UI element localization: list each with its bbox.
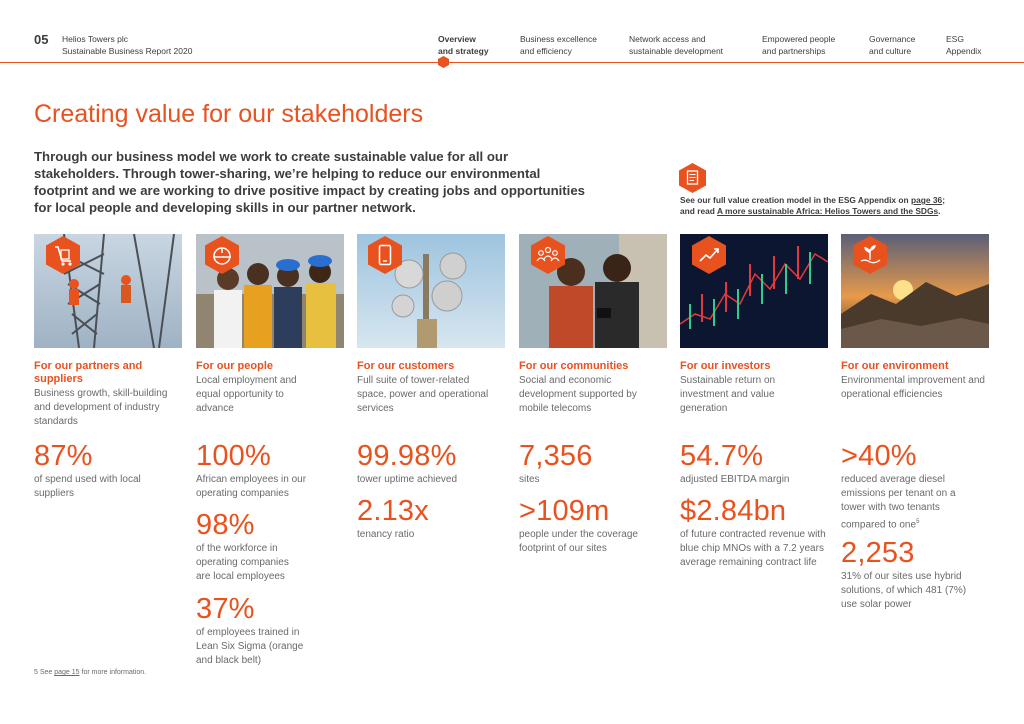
column-partners-suppliers bbox=[34, 360, 184, 429]
intro-paragraph: Through our business model we work to create sustainable value for all our stakeholders. Through tower-sharing, we’re helping to reduce our environmental footprint and we are working to drive positive impact by creating jobs and opportunities for local people and developing skills in our partner network. bbox=[34, 149, 586, 215]
page-15-link[interactable]: page 15 bbox=[54, 669, 80, 676]
stat-label: 31% of our sites use hybrid solutions, of which 481 (7%) use solar power bbox=[841, 571, 967, 610]
stat-value: 7,356 bbox=[519, 440, 593, 472]
column-description: Social and economic development supported by mobile telecoms bbox=[519, 375, 637, 414]
column-heading: For our environment bbox=[841, 360, 949, 372]
stat-value: >109m bbox=[519, 495, 610, 527]
page-header bbox=[0, 0, 1024, 62]
document-icon bbox=[679, 163, 706, 193]
company-name: Helios Towers plc bbox=[62, 34, 128, 44]
stat-value: $2.84bn bbox=[680, 495, 787, 527]
column-description: Sustainable return on investment and value generation bbox=[680, 375, 776, 414]
stat-label: tower uptime achieved bbox=[357, 474, 458, 485]
stat-value: 100% bbox=[196, 440, 271, 472]
stat-label: African employees in our operating companies bbox=[196, 474, 307, 499]
page-36-link[interactable]: page 36 bbox=[910, 195, 943, 205]
column-people bbox=[196, 360, 346, 416]
stat-label: of spend used with local suppliers bbox=[34, 474, 141, 499]
stat-value: 37% bbox=[196, 593, 255, 625]
column-customers bbox=[357, 360, 507, 416]
stat-value: 99.98% bbox=[357, 440, 457, 472]
stat-value: 54.7% bbox=[680, 440, 764, 472]
sdgs-report-link[interactable]: A more sustainable Africa: Helios Towers and the SDGs bbox=[716, 206, 939, 216]
stat-value: 2,253 bbox=[841, 537, 915, 569]
nav-governance-culture[interactable]: Governance and culture bbox=[869, 34, 916, 56]
stat-value: 87% bbox=[34, 440, 93, 472]
column-environment bbox=[841, 360, 991, 402]
footnote: 5 See page 15 for more information. bbox=[34, 669, 147, 676]
column-description: Local employment and equal opportunity to advance bbox=[196, 375, 297, 414]
stat-label: reduced average diesel emissions per tenant on a tower with two tenants compared to one$^5$ bbox=[841, 474, 956, 531]
stat-label: of future contracted revenue with blue chip MNOs with a 7.2 years average remaining contract life bbox=[680, 529, 826, 568]
stat-label: adjusted EBITDA margin bbox=[680, 474, 790, 485]
hard-hat-icon bbox=[205, 236, 239, 274]
nav-overview-strategy[interactable]: Overview and strategy bbox=[438, 34, 489, 56]
stat-value: 2.13x bbox=[357, 495, 429, 527]
nav-network-access[interactable]: Network access and sustainable development bbox=[629, 34, 724, 56]
page-title: Creating value for our stakeholders bbox=[34, 100, 424, 128]
column-description: Business growth, skill-building and development of industry standards bbox=[34, 388, 168, 427]
stat-label: sites bbox=[519, 474, 540, 485]
column-heading: For our communities bbox=[519, 360, 629, 372]
company-info bbox=[62, 33, 192, 57]
nav-business-excellence[interactable]: Business excellence and efficiency bbox=[520, 34, 598, 56]
column-investors bbox=[680, 360, 830, 416]
active-section-hexagon-icon bbox=[438, 56, 449, 68]
nav-empowered-people[interactable]: Empowered people and partnerships bbox=[762, 34, 836, 56]
stat-label: of employees trained in Lean Six Sigma (orange and black belt) bbox=[196, 627, 304, 666]
footnote-ref: 5 bbox=[916, 519, 920, 525]
nav-esg-appendix[interactable]: ESG Appendix bbox=[946, 34, 982, 56]
trolley-icon bbox=[46, 236, 80, 274]
column-heading: For our people bbox=[196, 360, 273, 372]
stat-value: >40% bbox=[841, 440, 917, 472]
column-heading: For our customers bbox=[357, 360, 455, 372]
community-icon bbox=[531, 236, 565, 274]
see-full-model-note: See our full value creation model in the ESG Appendix on page 36; and read A more sustainable Africa: Helios Towers and the SDGs. bbox=[680, 195, 945, 216]
growth-chart-icon bbox=[692, 236, 726, 274]
column-communities bbox=[519, 360, 669, 416]
stat-value: 98% bbox=[196, 509, 255, 541]
stat-label: of the workforce in operating companies are local employees bbox=[196, 543, 289, 582]
page-number: 05 bbox=[34, 32, 49, 47]
column-heading: For our partners and suppliers bbox=[34, 360, 143, 385]
plant-in-hand-icon bbox=[853, 236, 887, 274]
column-description: Environmental improvement and operational efficiencies bbox=[841, 375, 985, 400]
stat-label: tenancy ratio bbox=[357, 529, 415, 540]
column-heading: For our investors bbox=[680, 360, 771, 372]
report-name: Sustainable Business Report 2020 bbox=[62, 46, 193, 56]
column-description: Full suite of tower-related space, power and operational services bbox=[357, 375, 489, 414]
smartphone-icon bbox=[368, 236, 402, 274]
header-divider bbox=[0, 62, 1024, 63]
stat-label: people under the coverage footprint of our sites bbox=[519, 529, 638, 554]
